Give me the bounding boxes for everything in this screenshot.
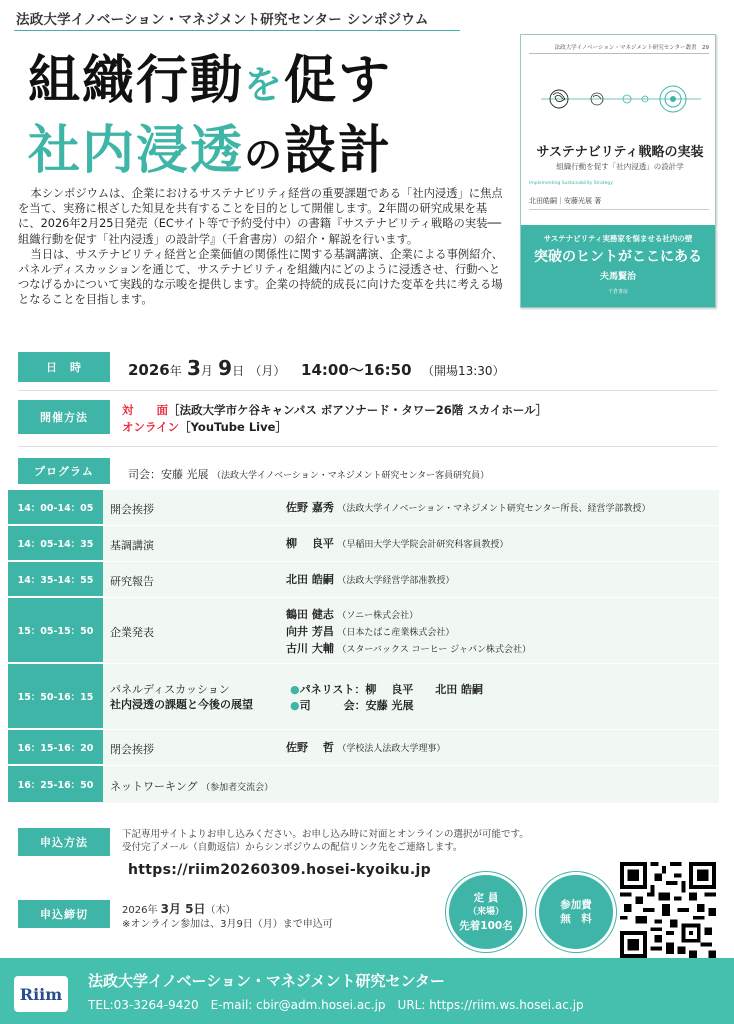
table-row xyxy=(8,664,719,730)
qr-code-icon[interactable] xyxy=(620,862,716,958)
book-english-title: Implementing Sustainability Strategy xyxy=(529,181,613,186)
intro-paragraph-2: 当日は、サステナビリティ経営と企業価値の関係性に関する基調講演、企業による事例紹介、パネルディスカッションを通じて、サステナビリティを組織内にどのように浸透させ、行動へとつなげるかについて実践的な示唆を提供します。企業の持続的成長に向けた変革を共に考える場となることを目指します。 xyxy=(18,247,504,307)
date-value: 2026年 3月 9日 （月） 14:00〜16:50 （開場13:30） xyxy=(128,356,505,380)
program-time: 16：15-16：20 xyxy=(8,730,103,765)
apply-url-link[interactable]: https://riim20260309.hosei-kyoiku.jp xyxy=(128,862,431,878)
program-time: 15：50-16：15 xyxy=(8,664,103,729)
program-name: 企業発表 xyxy=(110,626,154,639)
divider xyxy=(18,446,718,447)
table-row xyxy=(8,730,719,766)
apply-text: 下記専用サイトよりお申し込みください。お申し込み時に対面とオンラインの選択が可能です。 受付完了メール（自動返信）からシンポジウムの配信リンク先をご連絡します。 xyxy=(122,829,529,853)
title-line-1: 組織行動を促す xyxy=(28,50,393,111)
table-row xyxy=(8,526,719,562)
book-band-line-1: サステナビリティ実務家を悩ませる社内の壁 xyxy=(543,234,693,243)
program-time: 15：05-15：50 xyxy=(8,598,103,663)
intro-text xyxy=(18,186,508,308)
riim-logo: Riim xyxy=(14,976,68,1012)
table-row xyxy=(8,490,719,526)
date-label: 日 時 xyxy=(18,352,110,382)
book-authors: 北田皓嗣｜安藤光展 著 xyxy=(529,196,709,210)
program-mc: 司会：安藤 光展 （法政大学イノベーション・マネジメント研究センター客員研究員） xyxy=(128,468,490,481)
program-time: 14：00-14：05 xyxy=(8,490,103,525)
apply-label: 申込方法 xyxy=(18,828,110,856)
footer xyxy=(0,958,734,1024)
deadline-value: 2026年 3月 5日（木） ※オンライン参加は、3月9日（月）まで申込可 xyxy=(122,902,333,930)
header-rule xyxy=(14,30,460,31)
deadline-label: 申込締切 xyxy=(18,900,110,928)
program-speaker: 佐野 嘉秀 （法政大学イノベーション・マネジメント研究センター所長、経営学部教授） xyxy=(286,501,651,514)
program-label: プログラム xyxy=(18,458,110,484)
program-name: 開会挨拶 xyxy=(110,503,154,516)
book-series: 法政大学イノベーション・マネジメント研究センター叢書 29 xyxy=(529,43,709,54)
program-name: 閉会挨拶 xyxy=(110,743,154,756)
book-publisher: 千倉書房 xyxy=(607,289,628,295)
table-row xyxy=(8,598,719,664)
method-value: 対 面［法政大学市ケ谷キャンパス ボアソナード・タワー26階 スカイホール］ オンライン［YouTube Live］ xyxy=(122,403,548,434)
book-subtitle: 組織行動を促す「社内浸透」の設計学 xyxy=(556,162,684,171)
program-name: 研究報告 xyxy=(110,575,154,588)
header-line: 法政大学イノベーション・マネジメント研究センター シンポジウム xyxy=(16,12,429,28)
book-cover-art-icon xyxy=(541,75,701,123)
program-name: ネットワーキング （参加者交流会） xyxy=(110,780,274,793)
program-speaker: 北田 皓嗣 （法政大学経営学部准教授） xyxy=(286,573,455,586)
program-speaker: 佐野 哲 （学校法人法政大学理事） xyxy=(286,741,446,754)
book-band xyxy=(521,225,715,307)
intro-paragraph-1: 本シンポジウムは、企業におけるサステナビリティ経営の重要課題である「社内浸透」に焦点を当て、実務に根ざした知見を共有することを目的として開催します。2年間の研究成果を基に、2026年2月25日発売（ECサイト等で予約受付中）の書籍『サステナビリティ戦略の実装──組織行動を促す「社内浸透」の設計学』（千倉書房）の紹介・解説を行います。 xyxy=(18,187,503,246)
book-cover xyxy=(520,34,716,308)
title-line-2: 社内浸透の設計 xyxy=(28,120,393,181)
program-speaker: 鶴田 健志 （ソニー株式会社） 向井 芳昌 （日本たばこ産業株式会社） 古川 大輔 （スターバックス コーヒー ジャパン株式会社） xyxy=(286,608,531,655)
program-time: 14：35-14：55 xyxy=(8,562,103,597)
book-title: サステナビリティ戦略の実装 xyxy=(536,145,704,160)
program-speaker: ●パネリスト：柳 良平 北田 皓嗣 ●司 会：安藤 光展 xyxy=(290,683,484,712)
fee-badge: 参加費 無 料 xyxy=(536,872,616,952)
table-row xyxy=(8,766,719,804)
book-band-recommender: 夫馬賢治 xyxy=(599,272,636,282)
table-row xyxy=(8,562,719,598)
program-time: 14：05-14：35 xyxy=(8,526,103,561)
footer-contact: TEL:03-3264-9420 E-mail: cbir@adm.hosei.ac.jp URL: https://riim.ws.hosei.ac.jp xyxy=(88,998,584,1012)
program-name: パネルディスカッション 社内浸透の課題と今後の展望 xyxy=(110,683,253,711)
book-band-line-2: 突破のヒントがここにある xyxy=(534,249,702,265)
method-label: 開催方法 xyxy=(18,400,110,434)
footer-organization: 法政大学イノベーション・マネジメント研究センター xyxy=(88,972,445,990)
program-time: 16：25-16：50 xyxy=(8,766,103,803)
program-speaker: 柳 良平 （早稲田大学大学院会計研究科客員教授） xyxy=(286,537,509,550)
divider xyxy=(18,390,718,391)
program-name: 基調講演 xyxy=(110,539,154,552)
capacity-badge: 定 員 （来場） 先着100名 xyxy=(446,872,526,952)
